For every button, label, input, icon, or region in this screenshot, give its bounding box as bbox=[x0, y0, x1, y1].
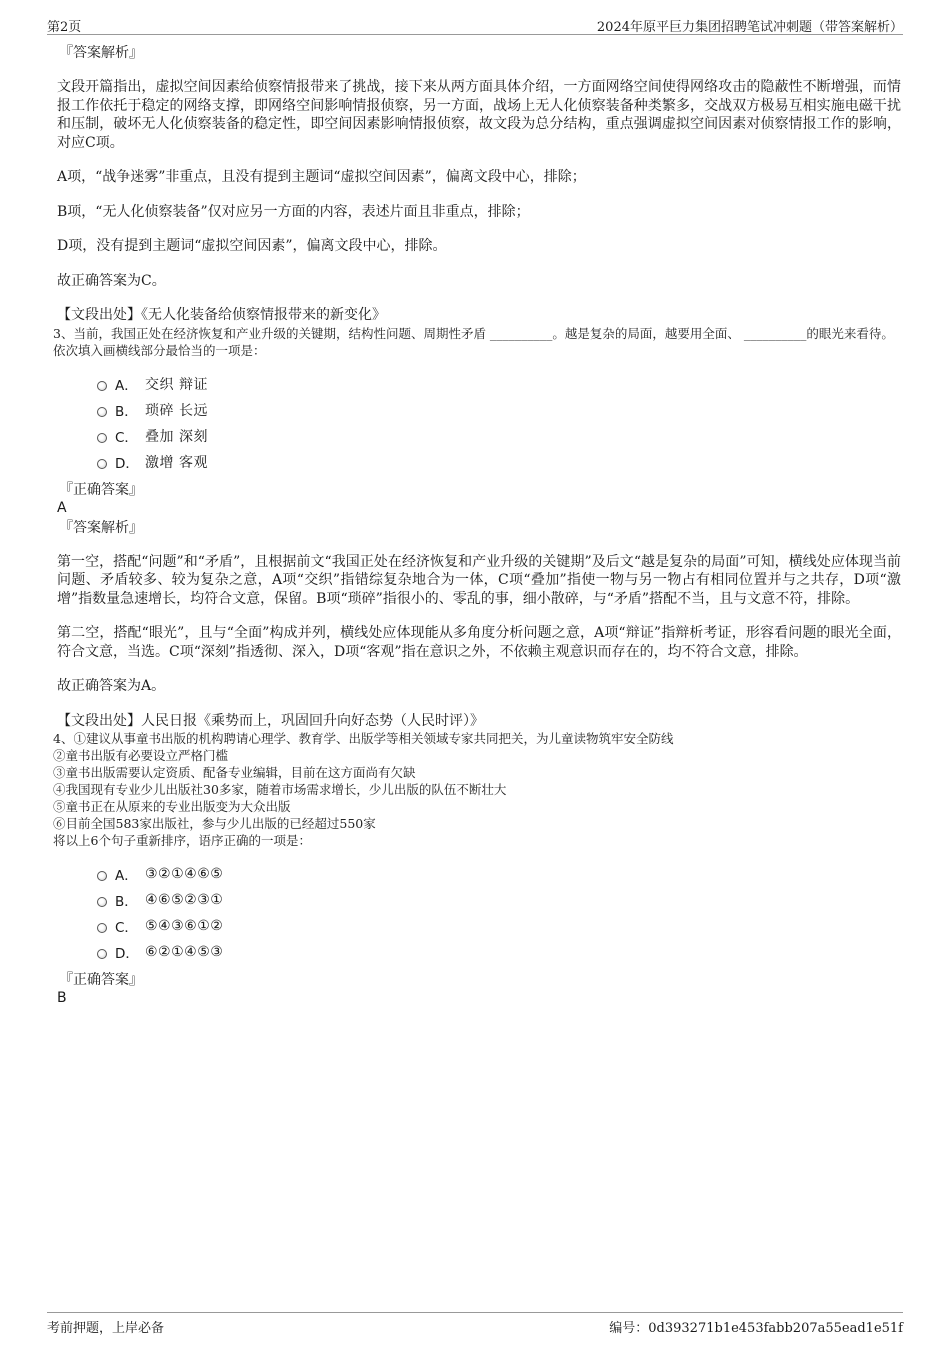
q4-option-c[interactable]: C． ⑤④③⑥①② bbox=[97, 913, 901, 939]
radio-icon[interactable] bbox=[97, 949, 107, 959]
q3-option-c[interactable]: C． 叠加 深刻 bbox=[97, 423, 901, 449]
radio-icon[interactable] bbox=[97, 459, 107, 469]
footer-slogan: 考前押题，上岸必备 bbox=[47, 1321, 165, 1336]
q3-conclusion: 故正确答案为A。 bbox=[57, 678, 166, 694]
page-content bbox=[53, 44, 901, 1009]
q4-options bbox=[97, 861, 901, 965]
q3-option-b[interactable]: B． 琐碎 长远 bbox=[97, 397, 901, 423]
radio-icon[interactable] bbox=[97, 897, 107, 907]
q4-sentence-2: ②童书出版有必要设立严格门槛 bbox=[53, 748, 229, 763]
radio-icon[interactable] bbox=[97, 871, 107, 881]
q3-stem: 3、当前，我国正处在经济恢复和产业升级的关键期，结构性问题、周期性矛盾 __________。越是复杂的局面，越要用全面、 __________的眼光来看待。 bbox=[53, 325, 894, 341]
q3-answer-heading: 『正确答案』 bbox=[59, 481, 143, 498]
q4-sentence-6: ⑥目前全国583家出版社，参与少儿出版的已经超过550家 bbox=[53, 816, 376, 831]
page-footer bbox=[47, 1312, 903, 1337]
document-code: 编号：0d393271b1e453fabb207a55ead1e51f bbox=[609, 1321, 903, 1336]
q3-analysis-paragraph-2: 第二空，搭配“眼光”，且与“全面”构成并列，横线处应体现能从多角度分析问题之意，A项“辩证”指辩析考证，形容看问题的眼光全面，符合文意，当选。C项“深刻”指透彻、深入，D项“客观”指在意识之外，不依赖主观意识而存在的，均不符合文意，排除。 bbox=[57, 625, 901, 660]
q3-option-d[interactable]: D． 激增 客观 bbox=[97, 449, 901, 475]
q2-analysis-option-a: A项，“战争迷雾”非重点，且没有提到主题词“虚拟空间因素”，偏离文段中心，排除； bbox=[57, 169, 586, 185]
q2-analysis-option-d: D项，没有提到主题词“虚拟空间因素”，偏离文段中心，排除。 bbox=[57, 238, 447, 254]
q2-analysis-paragraph: 文段开篇指出，虚拟空间因素给侦察情报带来了挑战，接下来从两方面具体介绍，一方面网络空间使得网络攻击的隐蔽性不断增强，而情报工作依托于稳定的网络支撑，即网络空间影响情报侦察，另一方面，战场上无人化侦察装备种类繁多，交战双方极易互相实施电磁干扰和压制，破坏无人化侦察装备的稳定性，即空间因素影响情报侦察，故文段为总分结构，重点强调虚拟空间因素对侦察情报工作的影响，对应C项。 bbox=[57, 79, 901, 151]
q2-source: 【文段出处】《无人化装备给侦察情报带来的新变化》 bbox=[57, 307, 386, 323]
radio-icon[interactable] bbox=[97, 381, 107, 391]
radio-icon[interactable] bbox=[97, 433, 107, 443]
q3-instruction: 依次填入画横线部分最恰当的一项是： bbox=[53, 342, 266, 358]
radio-icon[interactable] bbox=[97, 407, 107, 417]
q2-analysis-heading: 『答案解析』 bbox=[59, 45, 143, 61]
q3-options bbox=[97, 371, 901, 475]
q3-analysis-heading: 『答案解析』 bbox=[59, 519, 143, 536]
q3-answer: A bbox=[57, 499, 67, 516]
document-title: 2024年原平巨力集团招聘笔试冲刺题（带答案解析） bbox=[596, 20, 903, 35]
q3-source: 【文段出处】人民日报《乘势而上，巩固回升向好态势（人民时评）》 bbox=[57, 712, 484, 729]
radio-icon[interactable] bbox=[97, 923, 107, 933]
q4-option-a[interactable]: A． ③②①④⑥⑤ bbox=[97, 861, 901, 887]
q4-stem: 4、①建议从事童书出版的机构聘请心理学、教育学、出版学等相关领域专家共同把关，为儿童读物筑牢安全防线 bbox=[53, 731, 674, 746]
q4-option-d[interactable]: D． ⑥②①④⑤③ bbox=[97, 939, 901, 965]
q4-sentence-4: ④我国现有专业少儿出版社30多家，随着市场需求增长，少儿出版的队伍不断壮大 bbox=[53, 782, 507, 797]
q3-analysis-paragraph-1: 第一空，搭配“问题”和“矛盾”，且根据前文“我国正处在经济恢复和产业升级的关键期”及后文“越是复杂的局面”可知，横线处应体现当前问题、矛盾较多、较为复杂之意，A项“交织”指错综复杂地合为一体，C项“叠加”指使一物与另一物占有相同位置并与之共存，D项“激增”指数量急速增长，均符合文意，保留。B项“琐碎”指很小的、零乱的事，细小散碎，与“矛盾”搭配不当，且与文意不符，排除。 bbox=[57, 553, 901, 607]
q4-answer: B bbox=[57, 990, 67, 1006]
q4-sentence-5: ⑤童书正在从原来的专业出版变为大众出版 bbox=[53, 799, 291, 814]
q2-analysis-option-b: B项，“无人化侦察装备”仅对应另一方面的内容，表述片面且非重点，排除； bbox=[57, 203, 530, 220]
q4-sentence-3: ③童书出版需要认定资质、配备专业编辑，目前在这方面尚有欠缺 bbox=[53, 765, 416, 780]
page-header bbox=[47, 14, 903, 35]
q2-conclusion: 故正确答案为C。 bbox=[57, 272, 166, 289]
q4-option-b[interactable]: B． ④⑥⑤②③① bbox=[97, 887, 901, 913]
q4-instruction: 将以上6个句子重新排序，语序正确的一项是： bbox=[53, 833, 311, 848]
q4-answer-heading: 『正确答案』 bbox=[59, 972, 143, 988]
q3-option-a[interactable]: A． 交织 辩证 bbox=[97, 371, 901, 397]
page-number: 第2页 bbox=[47, 20, 82, 35]
